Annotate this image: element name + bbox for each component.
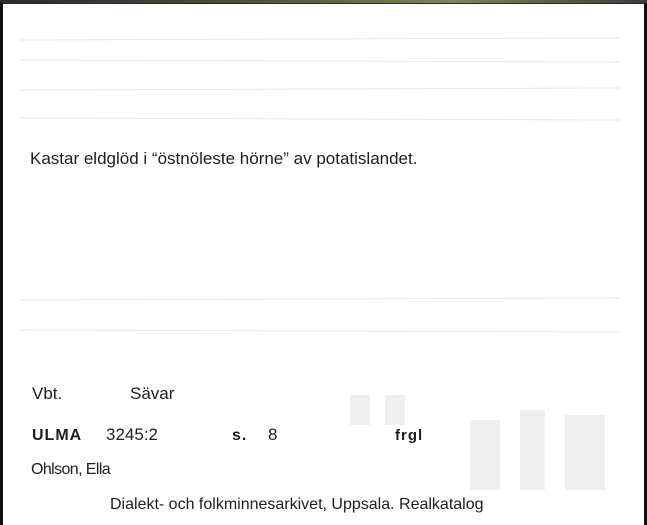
card-note: Kastar eldglöd i “östnöleste hörne” av potatislandet.	[30, 149, 418, 168]
recorder-name: Ohlson, Ella	[31, 461, 111, 478]
archive-footer: Dialekt- och folkminnesarkivet, Uppsala. Realkatalog	[110, 496, 484, 513]
page-number: 8	[268, 425, 278, 444]
category-code: frgl	[395, 427, 424, 444]
parish-name: Sävar	[130, 384, 175, 403]
card-top-edge	[0, 0, 647, 3]
page-label: s.	[232, 427, 248, 444]
archive-number: 3245:2	[106, 425, 158, 444]
parish-label: Vbt.	[32, 384, 63, 403]
archive-code: ULMA	[32, 427, 83, 444]
